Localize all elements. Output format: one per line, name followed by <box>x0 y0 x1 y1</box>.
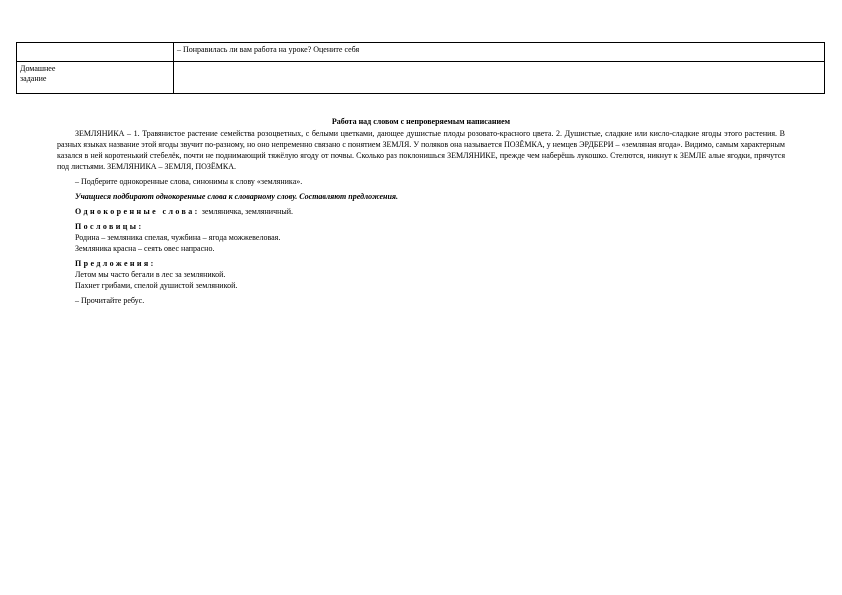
word-definition-paragraph: ЗЕМЛЯНИКА – 1. Травянистое растение семейства розоцветных, с белыми цветками, дающее душистые плоды розовато-красного цвета. 2. Душистые, сладкие или кисло-сладкие ягоды этого растения. В разных языках название этой ягоды звучит по-разному, но оно непременно связано с понятием ЗЕМЛЯ. У поляков она называется ПОЗЁМКА, у немцев ЭРДБЕРИ – «земляная ягода». Видимо, самым характерным казался в ней коротенький стебелёк, почти не поднимающий тяжёлую ягоду от почвы. Сколько раз поклонишься ЗЕМЛЯНИКЕ, прежде чем наберёшь лукошко. Стелются, никнут к ЗЕМЛЕ алые ягодки, прячутся под листьями. ЗЕМЛЯНИКА – ЗЕМЛЯ, ПОЗЁМКА. <box>57 129 785 171</box>
reflection-question-cell: – Понравилась ли вам работа на уроке? Оцените себя <box>174 43 825 62</box>
proverb-item: Земляника красна – сеять овес напрасно. <box>75 244 215 253</box>
table-cell-empty <box>17 43 174 62</box>
proverbs-label: Пословицы: <box>75 222 144 231</box>
cognates-label: Однокоренные слова: <box>75 207 200 216</box>
section-heading: Работа над словом с непроверяемым написанием <box>331 117 511 126</box>
sentence-item: Летом мы часто бегали в лес за земляникой. <box>75 270 226 279</box>
task-synonyms-text: – Подберите однокоренные слова, синонимы к слову «земляника». <box>75 177 303 186</box>
lesson-table <box>16 42 825 94</box>
homework-content-cell <box>174 62 825 94</box>
proverb-item: Родина – земляника спелая, чужбина – ягода можжевеловая. <box>75 233 281 242</box>
table-row <box>17 43 825 62</box>
task-synonyms <box>75 176 785 187</box>
student-activity-text: Учащиеся подбирают однокоренные слова к словарному слову. Составляют предложения. <box>75 192 399 201</box>
sentences-label: Предложения: <box>75 259 156 268</box>
cognates-block <box>75 206 785 217</box>
vocabulary-section <box>57 116 785 306</box>
sentences-block <box>75 258 785 291</box>
table-row <box>17 62 825 94</box>
homework-label-line1: Домашнее <box>20 64 56 73</box>
proverbs-block <box>75 221 785 254</box>
cognates-value: земляничка, земляничный. <box>199 207 294 216</box>
homework-label-cell <box>17 62 174 94</box>
task-rebus-text: – Прочитайте ребус. <box>75 296 145 305</box>
sentence-item: Пахнет грибами, спелой душистой земляникой. <box>75 281 238 290</box>
task-rebus <box>75 295 785 306</box>
homework-label-line2: задание <box>20 74 47 83</box>
student-activity <box>75 191 785 202</box>
